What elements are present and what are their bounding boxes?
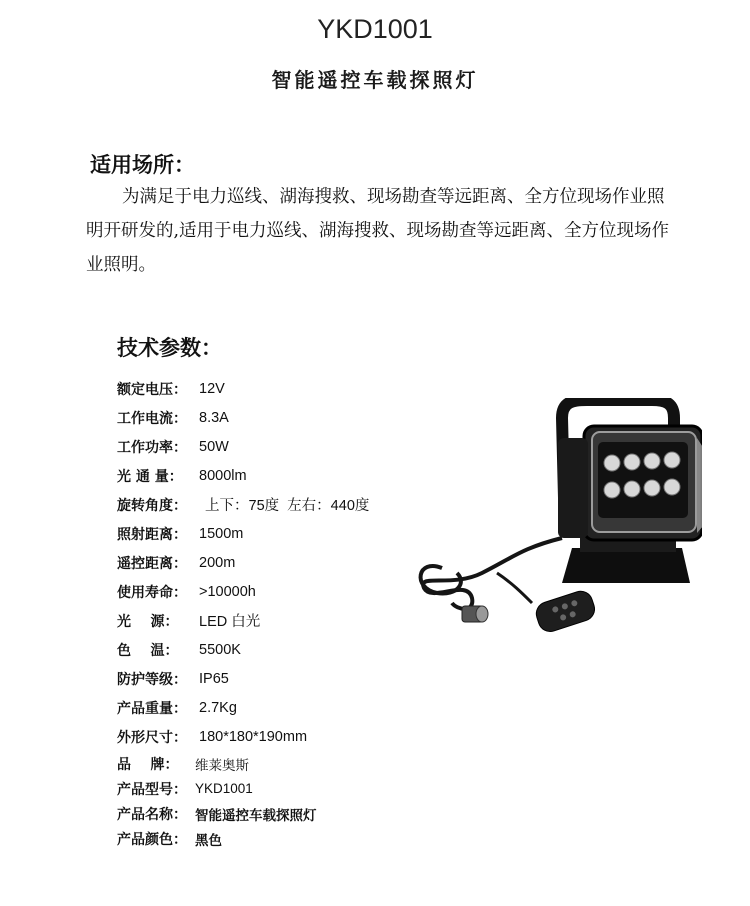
spec-row-weight [117, 693, 369, 722]
spec-row-color-temperature [117, 635, 369, 664]
spec-label: 防护等级： [117, 671, 187, 688]
spec-label: 外形尺寸： [117, 729, 187, 746]
product-title: 智能遥控车载探照灯 [271, 68, 479, 92]
spec-value: 12V [199, 380, 225, 397]
spec-label: 产品型号： [117, 781, 187, 798]
spec-row-lifetime [117, 577, 369, 606]
spec-label: 色 温： [117, 642, 179, 659]
spec-value: LED 白光 [199, 614, 261, 630]
spec-label: 工作电流： [117, 410, 187, 427]
lamp-base [562, 548, 690, 583]
spec-label: 光 通 量： [117, 468, 183, 485]
spec-row-ip-rating [117, 664, 369, 693]
spec-row-light-source [117, 606, 369, 635]
spec-value: 1500m [199, 525, 244, 542]
spec-value: 2.7Kg [199, 699, 237, 716]
spec-list [117, 374, 369, 851]
spec-label: 产品重量： [117, 700, 187, 717]
spec-row-power [117, 432, 369, 461]
usage-description: 为满足于电力巡线、湖海搜救、现场勘查等远距离、全方位现场作业照明开研发的,适用于电力巡线、湖海搜救、现场勘查等远距离、全方位现场作业照明。 [86, 187, 670, 275]
spec-label: 产品颜色： [117, 831, 187, 848]
model-title: YKD1001 [317, 14, 433, 44]
lamp-head [584, 426, 702, 540]
spec-value: 黑色 [195, 832, 222, 849]
spec-label: 工作功率： [117, 439, 187, 456]
spec-value: 智能遥控车载探照灯 [195, 807, 317, 824]
spec-heading: 技术参数： [117, 335, 222, 360]
spec-value: 8000lm [199, 467, 247, 484]
spec-value: 200m [199, 554, 236, 571]
spec-label: 旋转角度： [117, 497, 187, 514]
spec-row-current [117, 403, 369, 432]
spec-row-luminous-flux [117, 461, 369, 490]
spec-row-rotation [117, 490, 369, 519]
spec-label: 产品名称： [117, 806, 187, 823]
lamp-side-bracket [558, 438, 588, 538]
usage-heading: 适用场所： [90, 152, 195, 177]
spec-label: 光 源： [117, 613, 179, 630]
spec-value: 50W [199, 438, 229, 455]
searchlight-product-photo [412, 398, 702, 643]
spec-value: 180*180*190mm [199, 728, 308, 745]
spec-row-product-name [117, 801, 369, 826]
spec-row-model [117, 776, 369, 801]
spec-value: >10000h [199, 583, 256, 600]
spec-value: YKD1001 [195, 781, 253, 796]
power-cable [423, 538, 562, 609]
remote-control-icon [533, 588, 597, 634]
spec-label: 使用寿命： [117, 584, 187, 601]
spec-row-dimensions [117, 722, 369, 751]
spec-row-remote-range [117, 548, 369, 577]
spec-row-brand [117, 751, 369, 776]
spec-row-voltage [117, 374, 369, 403]
spec-row-beam-distance [117, 519, 369, 548]
spec-label: 遥控距离： [117, 555, 187, 572]
spec-label: 照射距离： [117, 526, 187, 543]
spec-value: 5500K [199, 641, 241, 658]
spec-label: 额定电压： [117, 381, 187, 398]
spec-label: 品 牌： [117, 756, 179, 773]
spec-row-color [117, 826, 369, 851]
cable-to-remote [497, 573, 532, 603]
spec-value: IP65 [199, 670, 229, 687]
spec-value: 维莱奥斯 [195, 757, 249, 773]
spec-value: 上下：75度 左右：440度 [205, 498, 370, 514]
spec-value: 8.3A [199, 409, 229, 426]
